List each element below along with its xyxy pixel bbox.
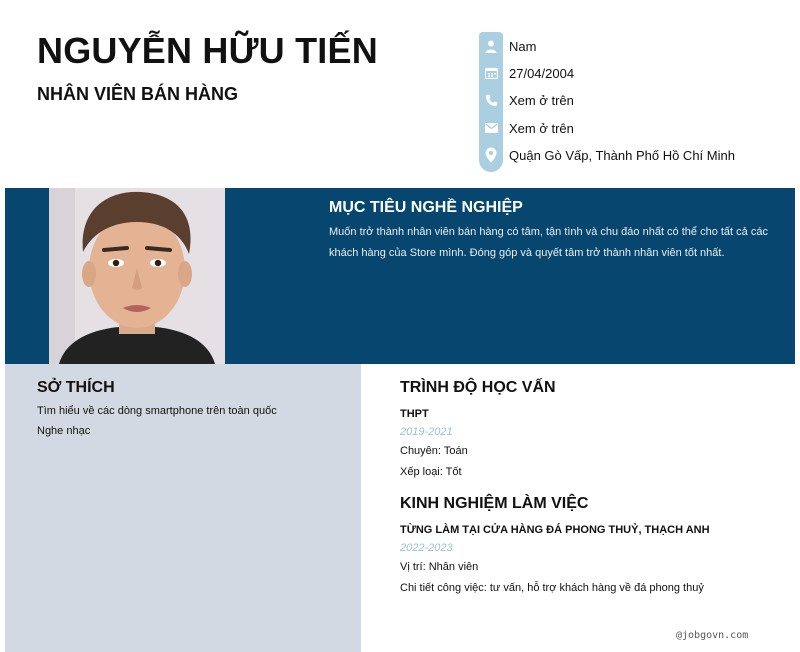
contact-birthday bbox=[479, 62, 789, 84]
education-period: 2019-2021 bbox=[400, 426, 453, 438]
user-icon bbox=[479, 35, 503, 57]
experience-place: TỪNG LÀM TẠI CỬA HÀNG ĐÁ PHONG THUỶ, THẠCH ANH bbox=[400, 524, 710, 536]
candidate-name: NGUYỄN HỮU TIẾN bbox=[37, 30, 378, 71]
location-icon bbox=[479, 144, 503, 166]
contact-address-text: Quận Gò Vấp, Thành Phố Hồ Chí Minh bbox=[509, 147, 735, 163]
contact-email bbox=[479, 117, 789, 139]
calendar-icon bbox=[479, 62, 503, 84]
education-detail: Chuyên: Toán bbox=[400, 445, 468, 457]
contact-phone-text: Xem ở trên bbox=[509, 92, 574, 108]
objective-title: MỤC TIÊU NGHỀ NGHIỆP bbox=[329, 199, 523, 216]
phone-icon bbox=[479, 89, 503, 111]
mail-icon bbox=[479, 117, 503, 139]
contact-phone bbox=[479, 89, 789, 111]
contact-address bbox=[479, 144, 789, 166]
experience-detail: Vị trí: Nhân viên bbox=[400, 561, 479, 573]
education-school: THPT bbox=[400, 408, 429, 420]
contact-gender bbox=[479, 35, 789, 57]
watermark: @jobgovn.com bbox=[676, 630, 749, 641]
hobbies-title: SỞ THÍCH bbox=[37, 379, 115, 396]
hobby-item: Nghe nhạc bbox=[37, 425, 91, 437]
objective-text: Muốn trở thành nhân viên bán hàng có tâm, tận tình và chu đáo nhất có thể cho tất cả các khách hàng của Store mình. Đóng góp và quyết tâm trở thành nhân viên tốt nhất. bbox=[329, 226, 768, 259]
hobby-item: Tìm hiểu về các dòng smartphone trên toàn quốc bbox=[37, 405, 277, 417]
contact-birthday-text: 27/04/2004 bbox=[509, 65, 575, 81]
education-detail: Xếp loại: Tốt bbox=[400, 466, 462, 478]
candidate-role: NHÂN VIÊN BÁN HÀNG bbox=[37, 84, 239, 104]
experience-period: 2022-2023 bbox=[400, 542, 453, 554]
profile-photo bbox=[49, 188, 225, 364]
contact-email-text: Xem ở trên bbox=[509, 120, 574, 136]
experience-title: KINH NGHIỆM LÀM VIỆC bbox=[400, 495, 589, 512]
education-title: TRÌNH ĐỘ HỌC VẤN bbox=[400, 379, 556, 396]
experience-detail: Chi tiết công việc: tư vấn, hỗ trợ khách hàng về đá phong thuỷ bbox=[400, 582, 704, 594]
contact-gender-text: Nam bbox=[509, 38, 537, 54]
